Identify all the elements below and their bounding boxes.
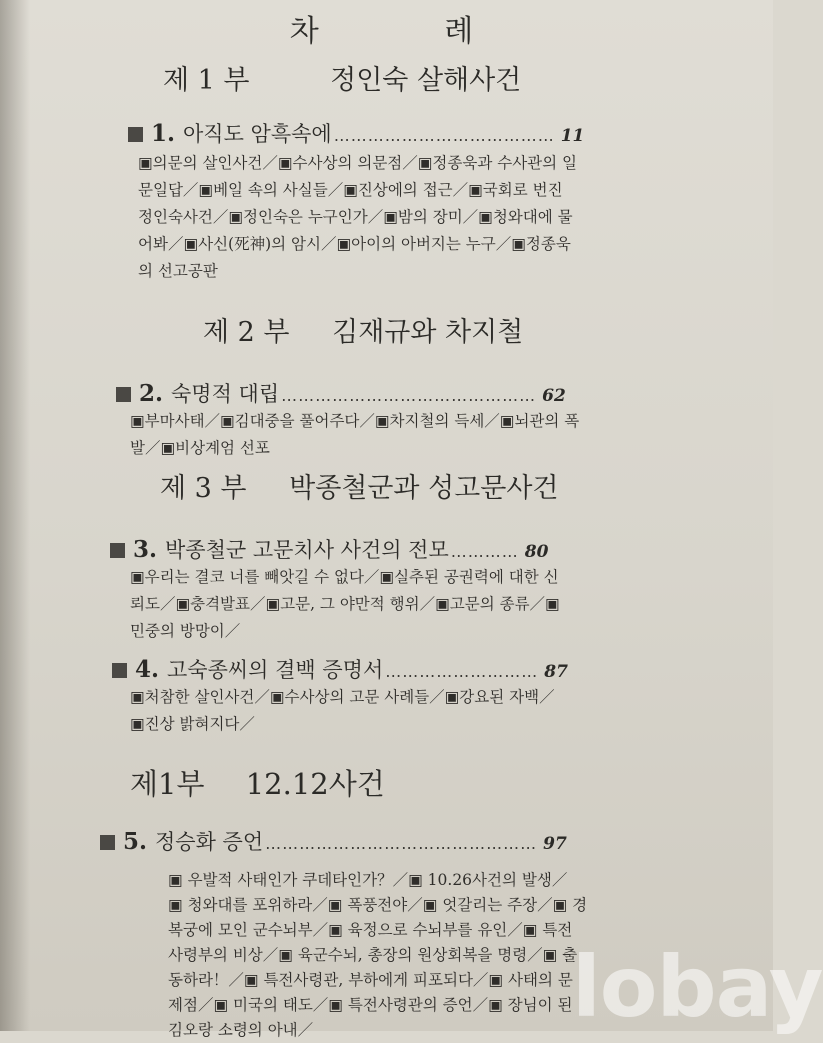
toc-entry-1[interactable]: [128, 118, 584, 148]
page-number: 87: [544, 662, 568, 682]
dot-leader: …………………………………………: [265, 834, 538, 853]
topic-line: ▣ 청와대를 포위하라／▣ 폭풍전야／▣ 엇갈리는 주장／▣ 경: [168, 896, 588, 914]
part-heading-3: [160, 466, 559, 505]
entry-topics-5: [168, 868, 587, 1043]
dot-leader: ………………………………………: [281, 386, 537, 405]
entry-title: 정승화 증언: [155, 830, 264, 854]
part-number: 제 2 부: [203, 317, 290, 348]
entry-title: 숙명적 대립: [171, 382, 280, 406]
part-number: 제 3 부: [160, 473, 247, 504]
entry-topics-3: [130, 564, 560, 645]
topic-line: ▣진상 밝혀지다／: [130, 715, 255, 733]
part-title: 김재규와 차지철: [332, 317, 524, 348]
entry-index: 3.: [133, 536, 158, 563]
topic-line: 사령부의 비상／▣ 육군수뇌, 총장의 원상회복을 명령／▣ 출: [168, 946, 578, 964]
topic-line: 복궁에 모인 군수뇌부／▣ 육정으로 수뇌부를 유인／▣ 특전: [168, 921, 573, 939]
contents-title: 차 례: [289, 14, 532, 49]
toc-entry-5[interactable]: [100, 826, 567, 856]
page-number: 62: [542, 386, 566, 406]
topic-line: ▣우리는 결코 너를 빼앗길 수 없다／▣실추된 공권력에 대한 신: [130, 568, 559, 586]
topic-line: 뢰도／▣충격발표／▣고문, 그 야만적 행위／▣고문의 종류／▣: [130, 595, 560, 613]
topic-line: 제점／▣ 미국의 태도／▣ 특전사령관의 증언／▣ 장님이 된: [168, 996, 573, 1014]
entry-title: 박종철군 고문치사 사건의 전모: [165, 538, 449, 562]
page-number: 11: [560, 126, 585, 146]
dot-leader: …………: [450, 542, 519, 561]
watermark-logo: lobay: [572, 938, 823, 1036]
part-number: 제 1 부: [163, 65, 250, 96]
topic-line: 의 선고공판: [138, 262, 218, 280]
topic-line: 문일답／▣베일 속의 사실들／▣진상에의 접근／▣국회로 번진: [138, 181, 563, 199]
bullet-square-icon: [116, 387, 131, 402]
bullet-square-icon: [128, 127, 143, 142]
bullet-square-icon: [100, 835, 115, 850]
entry-topics-2: [130, 408, 579, 462]
topic-line: 발／▣비상계엄 선포: [130, 439, 270, 457]
toc-entry-4[interactable]: [112, 654, 568, 684]
entry-index: 1.: [151, 120, 176, 147]
part-heading-4: [130, 762, 385, 803]
toc-entry-3[interactable]: [110, 534, 548, 564]
topic-line: 민중의 방망이／: [130, 622, 241, 640]
topic-line: ▣의문의 살인사건／▣수사상의 의문점／▣정종욱과 수사관의 일: [138, 154, 578, 172]
topic-line: 정인숙사건／▣정인숙은 누구인가／▣밤의 장미／▣청와대에 물: [138, 208, 573, 226]
bullet-square-icon: [112, 663, 127, 678]
entry-index: 5.: [123, 828, 148, 855]
topic-line: ▣ 우발적 사태인가 쿠데타인가？／▣ 10.26사건의 발생／: [168, 871, 568, 889]
topic-line: 어봐／▣사신(死神)의 암시／▣아이의 아버지는 누구／▣정종욱: [138, 235, 571, 253]
page-number: 97: [543, 834, 567, 854]
entry-title: 고숙종씨의 결백 증명서: [167, 658, 384, 682]
entry-topics-4: [130, 684, 555, 738]
topic-line: 김오랑 소령의 아내／: [168, 1021, 314, 1039]
page-edge-shadow: [0, 0, 30, 1031]
dot-leader: ………………………: [385, 662, 539, 681]
bullet-square-icon: [110, 543, 125, 558]
dot-leader: …………………………………: [333, 126, 555, 145]
part-number: 제1부: [130, 767, 205, 801]
entry-index: 4.: [135, 656, 160, 683]
entry-topics-1: [138, 150, 577, 285]
part-heading-2: [203, 310, 523, 349]
toc-entry-2[interactable]: [116, 378, 566, 408]
part-title: 박종철군과 성고문사건: [289, 473, 559, 504]
page-number: 80: [524, 542, 549, 562]
entry-title: 아직도 암흑속에: [183, 122, 332, 146]
topic-line: 동하라！／▣ 특전사령관, 부하에게 피포되다／▣ 사태의 문: [168, 971, 573, 989]
entry-index: 2.: [139, 380, 164, 407]
topic-line: ▣부마사태／▣김대중을 풀어주다／▣차지철의 득세／▣뇌관의 폭: [130, 412, 580, 430]
part-title: 정인숙 살해사건: [330, 65, 522, 96]
part-heading-1: [163, 58, 521, 97]
topic-line: ▣처참한 살인사건／▣수사상의 고문 사례들／▣강요된 자백／: [130, 688, 555, 706]
part-title: 12.12사건: [245, 767, 385, 801]
